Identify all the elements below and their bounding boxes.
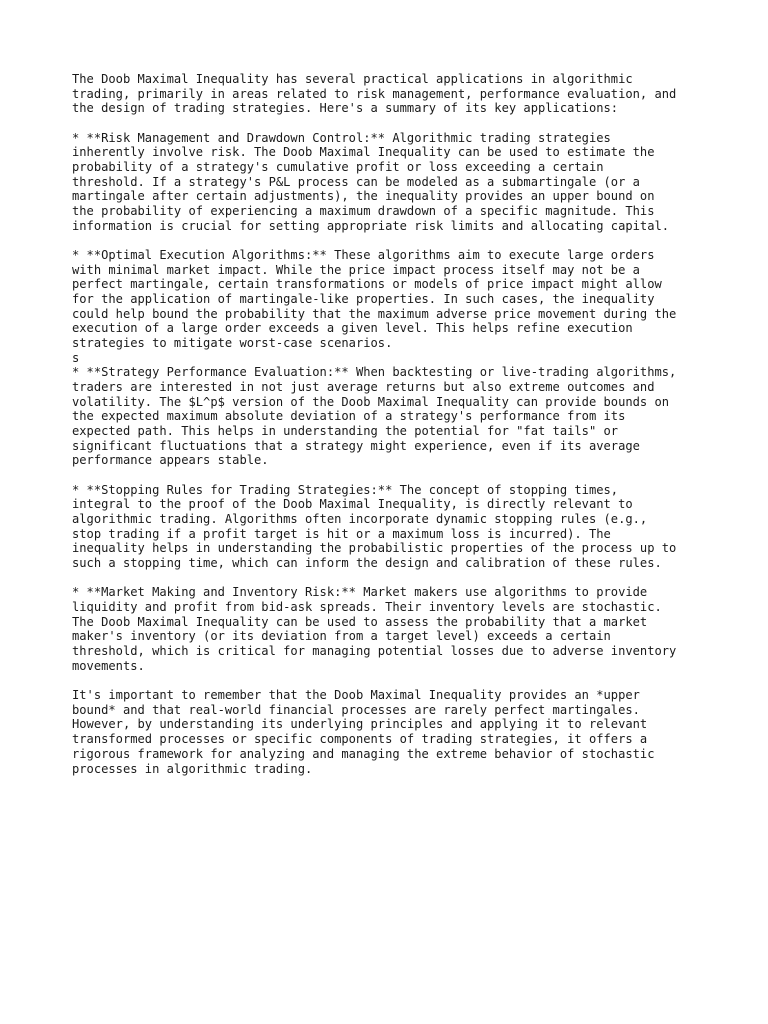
- strategy-performance-paragraph: * **Strategy Performance Evaluation:** When backtesting or live-trading algorithms, traders are interested in not just average returns but also extreme outcomes and volatility. The $L^p$ version of the Doob Maximal Inequality can provide bounds on the expected maximum absolute deviation of a strategy's performance from its expected path. This helps in understanding the potential for "fat tails" or significant fluctuations that a strategy might experience, even if its average performance appears stable.: [72, 365, 677, 468]
- market-making-paragraph: * **Market Making and Inventory Risk:** Market makers use algorithms to provide liquidity and profit from bid-ask spreads. Their inventory levels are stochastic. The Doob Maximal Inequality can be used to assess the probability that a market maker's inventory (or its deviation from a target level) exceeds a certain threshold, which is critical for managing potential losses due to adverse inventory movements.: [72, 585, 677, 673]
- document-body: [72, 72, 702, 791]
- intro-paragraph: The Doob Maximal Inequality has several practical applications in algorithmic trading, primarily in areas related to risk management, performance evaluation, and the design of trading strategies. Here's a summary of its key applications:: [72, 72, 677, 116]
- risk-management-paragraph: * **Risk Management and Drawdown Control:** Algorithmic trading strategies inherently involve risk. The Doob Maximal Inequality can be used to estimate the probability of a strategy's cumulative profit or loss exceeding a certain threshold. If a strategy's P&L process can be modeled as a submartingale (or a martingale after certain adjustments), the inequality provides an upper bound on the probability of experiencing a maximum drawdown of a specific magnitude. This information is crucial for setting appropriate risk limits and allocating capital.: [72, 130, 670, 233]
- conclusion-paragraph: It's important to remember that the Doob Maximal Inequality provides an *upper bound* and that real-world financial processes are rarely perfect martingales. However, by understanding its underlying principles and applying it to relevant transformed processes or specific components of trading strategies, it offers a rigorous framework for analyzing and managing the extreme behavior of stochastic processes in algorithmic trading.: [72, 688, 655, 776]
- optimal-execution-paragraph: * **Optimal Execution Algorithms:** These algorithms aim to execute large orders with minimal market impact. While the price impact process itself may not be a perfect martingale, certain transformations or models of price impact might allow for the application of martingale-like properties. In such cases, the inequality could help bound the probability that the maximum adverse price movement during the execution of a large order exceeds a given level. This helps refine execution strategies to mitigate worst-case scenarios. s: [72, 248, 677, 365]
- stopping-rules-paragraph: * **Stopping Rules for Trading Strategies:** The concept of stopping times, integral to the proof of the Doob Maximal Inequality, is directly relevant to algorithmic trading. Algorithms often incorporate dynamic stopping rules (e.g., stop trading if a profit target is hit or a maximum loss is incurred). The inequality helps in understanding the probabilistic properties of the process up to such a stopping time, which can inform the design and calibration of these rules.: [72, 482, 677, 571]
